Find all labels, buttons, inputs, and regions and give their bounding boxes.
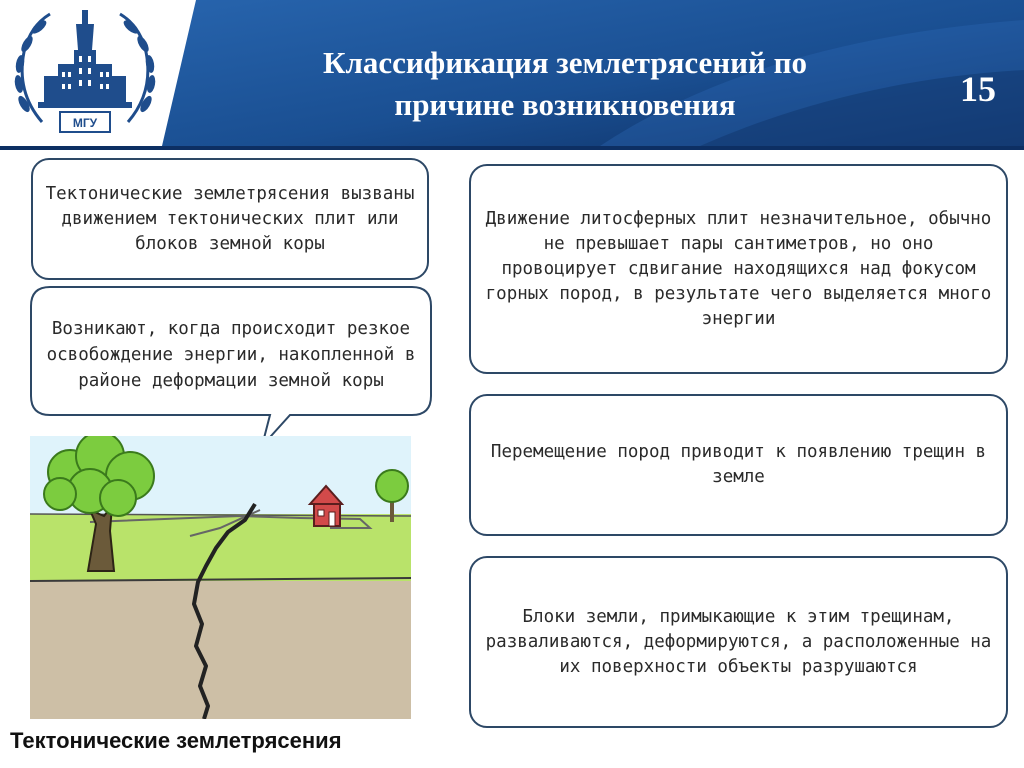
slide-header (0, 0, 1024, 150)
plate-movement-box (469, 164, 1008, 374)
slide-title (215, 42, 915, 126)
logo-text: МГУ (72, 116, 98, 130)
slide-title-line-1: Классификация землетрясений по (323, 45, 807, 80)
speech-callout (30, 286, 432, 448)
tectonic-definition-text: Тектонические землетрясения вызваны движением тектонических плит или блоков земной коры (45, 183, 415, 254)
slide-title-line-2: причине возникновения (394, 87, 736, 122)
ground-blocks-text: Блоки земли, примыкающие к этим трещинам, разваливаются, деформируются, а расположенные на их поверхности объекты разрушаются (485, 606, 992, 677)
plate-movement-text: Движение литосферных плит незначительное, обычно не превышает пары сантиметров, но оно провоцирует сдвигание находящихся над фокусом горных пород, в результате чего выделяется много энергии (485, 208, 992, 329)
slide-number: 15 (960, 69, 996, 109)
callout-text: Возникают, когда происходит резкое освобождение энергии, накопленной в районе деформации земной коры (46, 319, 416, 391)
ground-blocks-box (469, 556, 1008, 728)
tectonic-definition-box (31, 158, 429, 280)
illustration-caption: Тектонические землетрясения (10, 728, 342, 753)
msu-logo-icon (10, 4, 160, 144)
earthquake-illustration (30, 436, 411, 719)
rock-displacement-text: Перемещение пород приводит к появлению трещин в земле (490, 442, 987, 487)
rock-displacement-box (469, 394, 1008, 536)
